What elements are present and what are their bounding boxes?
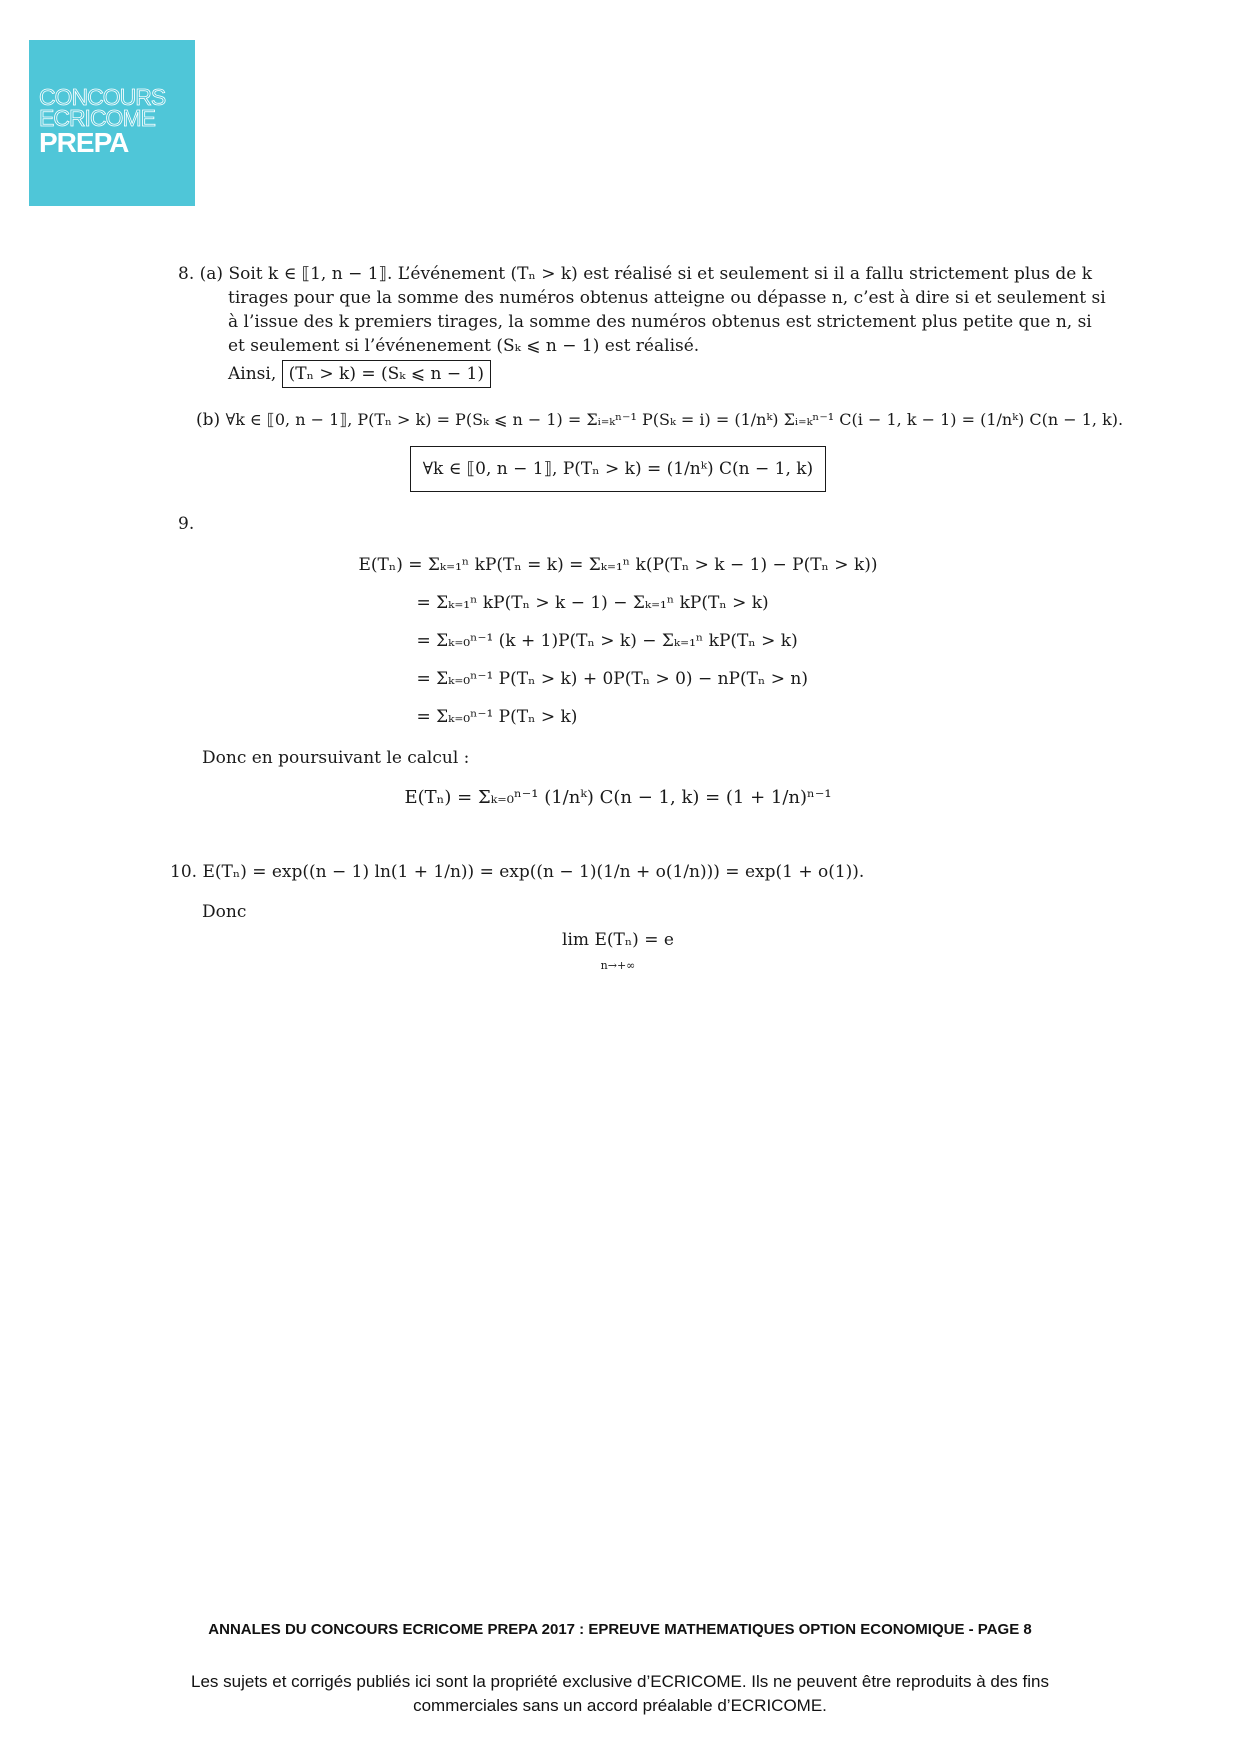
q9-donc: Donc en poursuivant le calcul : <box>202 748 470 768</box>
q10-donc: Donc <box>202 902 247 922</box>
document-body <box>170 262 1124 976</box>
ecricome-logo <box>29 40 195 206</box>
logo-line-ecricome: ECRICOME <box>39 105 155 131</box>
q8b-label: (b) <box>196 410 221 430</box>
q8a-line-4: et seulement si l’événenement (Sₖ ⩽ n − 1) est réalisé. <box>228 336 700 356</box>
q8a-boxed-result: (Tₙ > k) = (Sₖ ⩽ n − 1) <box>282 360 491 388</box>
q9-row-2: = Σₖ₌₁ⁿ kP(Tₙ > k − 1) − Σₖ₌₁ⁿ kP(Tₙ > k) <box>416 593 769 613</box>
q9-row-1: E(Tₙ) = Σₖ₌₁ⁿ kP(Tₙ = k) = Σₖ₌₁ⁿ k(P(Tₙ > k − 1) − P(Tₙ > k)) <box>358 555 878 575</box>
q10-equation: E(Tₙ) = exp((n − 1) ln(1 + 1/n)) = exp((n − 1)(1/n + o(1/n))) = exp(1 + o(1)). <box>202 862 865 882</box>
q9-final-equation: E(Tₙ) = Σₖ₌₀ⁿ⁻¹ (1/nᵏ) C(n − 1, k) = (1 + 1/n)ⁿ⁻¹ <box>404 787 832 808</box>
q8a-line-2: tirages pour que la somme des numéros obtenus atteigne ou dépasse n, c’est à dire si et seulement si <box>228 288 1106 308</box>
q8a-line-1: Soit k ∈ ⟦1, n − 1⟧. L’événement (Tₙ > k) est réalisé si et seulement si il a fallu strictement plus de k <box>228 264 1093 284</box>
logo-line-concours: CONCOURS <box>39 84 166 110</box>
q8b-equation: ∀k ∈ ⟦0, n − 1⟧, P(Tₙ > k) = P(Sₖ ⩽ n − 1) = Σᵢ₌ₖⁿ⁻¹ P(Sₖ = i) = (1/nᵏ) Σᵢ₌ₖⁿ⁻¹ C(i − 1, k − 1) = (1/nᵏ) C(n − 1, k). <box>225 410 1124 429</box>
q9-row-3: = Σₖ₌₀ⁿ⁻¹ (k + 1)P(Tₙ > k) − Σₖ₌₁ⁿ kP(Tₙ > k) <box>416 631 798 651</box>
q10-limit: lim E(Tₙ) = e <box>562 930 674 950</box>
question-8 <box>178 262 1124 492</box>
footer-title: ANNALES DU CONCOURS ECRICOME PREPA 2017 : EPREUVE MATHEMATIQUES OPTION ECONOMIQUE - PAGE 8 <box>208 1621 1032 1638</box>
q8b-boxed-result: ∀k ∈ ⟦0, n − 1⟧, P(Tₙ > k) = (1/nᵏ) C(n − 1, k) <box>410 446 826 492</box>
q8-number: 8. <box>178 264 195 284</box>
q9-row-5: = Σₖ₌₀ⁿ⁻¹ P(Tₙ > k) <box>416 707 578 727</box>
q8a-line-3: à l’issue des k premiers tirages, la somme des numéros obtenus est strictement plus petite que n, si <box>228 312 1092 332</box>
q9-number: 9. <box>178 514 195 534</box>
question-9 <box>178 512 1058 810</box>
q9-row-4: = Σₖ₌₀ⁿ⁻¹ P(Tₙ > k) + 0P(Tₙ > 0) − nP(Tₙ > n) <box>416 669 808 689</box>
q10-limit-subscript: n→+∞ <box>600 959 636 972</box>
q10-number: 10. <box>170 862 198 882</box>
q8a-ainsi: Ainsi, <box>228 364 277 384</box>
logo-line-prepa: PREPA <box>39 127 129 158</box>
footer-copyright-note: Les sujets et corrigés publiés ici sont la propriété exclusive d’ECRICOME. Ils ne peuvent être reproduits à des fins commerciales sans un accord préalable d’ECRICOME. <box>191 1672 1049 1715</box>
q9-derivation <box>358 546 877 736</box>
question-10 <box>170 860 1058 976</box>
q8a-label: (a) <box>199 264 224 284</box>
